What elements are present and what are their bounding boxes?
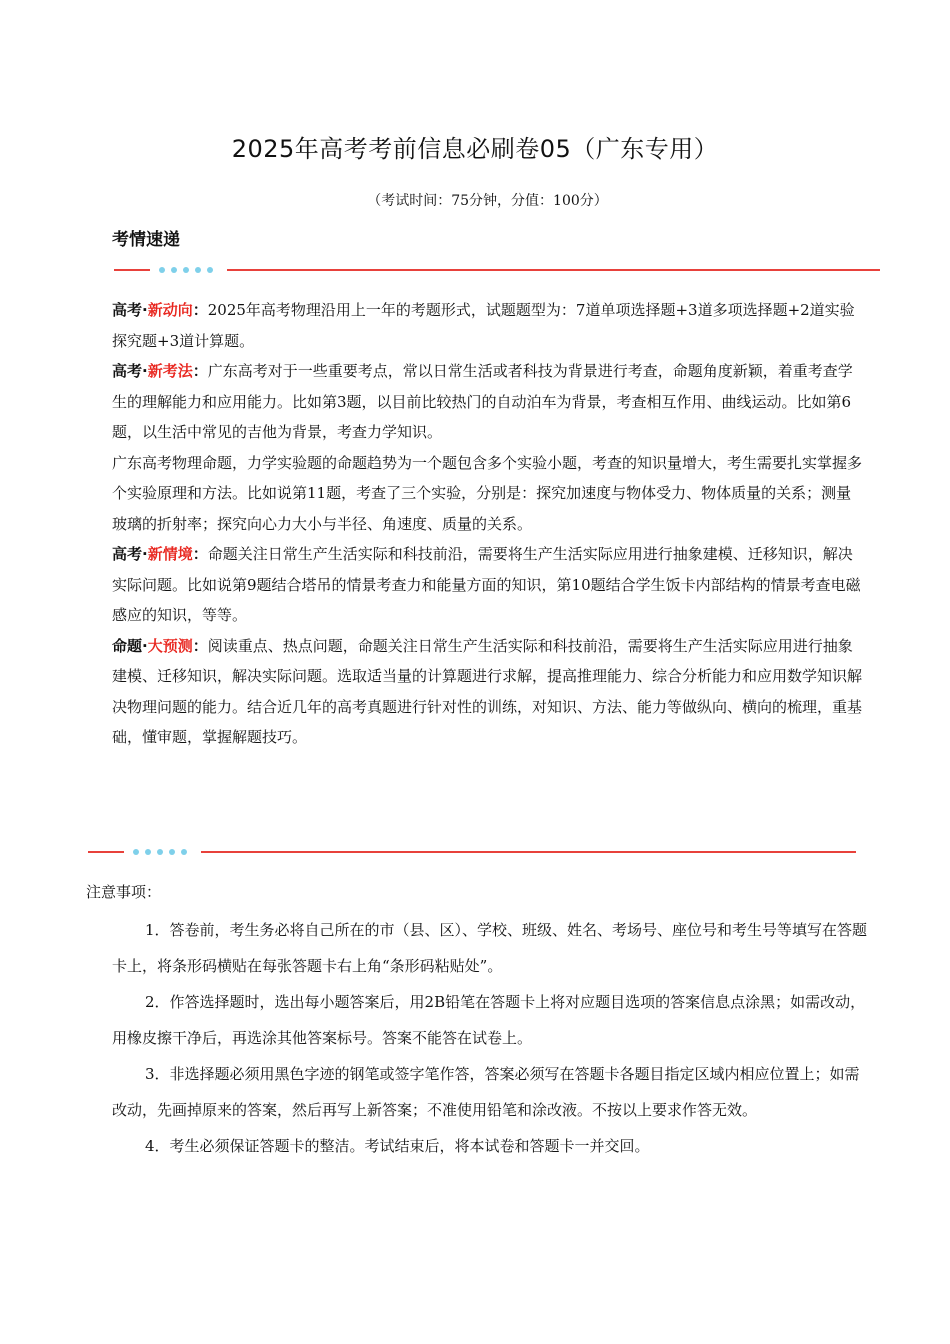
label-prefix: 命题· [112, 636, 148, 655]
divider-dot [207, 267, 213, 273]
label-prefix: 高考· [112, 301, 148, 319]
paragraph-text: 阅读重点、热点问题，命题关注日常生产生活实际和科技前沿，需要将生产生活实际应用进行抽象建模、迁移知识，解决实际问题。选取适当量的计算题进行求解，提高推理能力、综合分析能力和应用数学知识解决物理问题的能力。结合近几年的高考真题进行针对性的训练，对知识、方法、能力等做纵向、横向的梳理，重基础，懂审题，掌握解题技巧。 [112, 636, 863, 746]
notes-list [112, 912, 872, 1164]
label-highlight: 大预测 [147, 636, 193, 655]
divider-dot [133, 849, 139, 855]
label-prefix: 高考· [112, 545, 148, 563]
divider-dot [159, 267, 165, 273]
paragraph-text: 命题关注日常生产生活实际和科技前沿，需要将生产生活实际应用进行抽象建模、迁移知识，解决实际问题。比如说第9题结合塔吊的情景考查力和能量方面的知识，第10题结合学生饭卡内部结构的情景考查电磁感应的知识，等等。 [112, 545, 861, 624]
label-highlight: 新动向 [147, 301, 193, 319]
bottom-divider [88, 845, 856, 859]
note-item: 4．考生必须保证答题卡的整洁。考试结束后，将本试卷和答题卡一并交回。 [145, 1137, 650, 1155]
note-item: 2．作答选择题时，选出每小题答案后，用2B铅笔在答题卡上将对应题目选项的答案信息点涂黑；如需改动，用橡皮擦干净后，再选涂其他答案标号。答案不能答在试卷上。 [112, 993, 866, 1047]
overview-paragraph-new-context [112, 539, 862, 631]
divider-dot [183, 267, 189, 273]
label-colon: ： [192, 545, 208, 563]
note-item: 1．答卷前，考生务必将自己所在的市（县、区）、学校、班级、姓名、考场号、座位号和考生号等填写在答题卡上，将条形码横贴在每张答题卡右上角“条形码粘贴处”。 [112, 921, 868, 975]
section-title: 考情速递 [112, 230, 180, 250]
overview-paragraph-new-trend [112, 295, 862, 356]
overview-paragraph-prediction [112, 631, 862, 753]
paragraph-text: 2025年高考物理沿用上一年的考题形式，试题题型为：7道单项选择题+3道多项选择题+2道实验探究题+3道计算题。 [112, 301, 855, 350]
divider-dot [169, 849, 175, 855]
label-colon: ： [192, 301, 208, 319]
label-prefix: 高考· [112, 362, 148, 380]
divider-dot [171, 267, 177, 273]
page-title: 2025年高考考前信息必刷卷05（广东专用） [231, 135, 719, 163]
label-highlight: 新考法 [147, 362, 193, 380]
divider-dot [145, 849, 151, 855]
divider-dot [181, 849, 187, 855]
notes-heading: 注意事项： [86, 883, 162, 901]
exam-info: （考试时间：75分钟，分值：100分） [367, 193, 608, 209]
label-colon: ： [192, 636, 208, 655]
top-divider [114, 263, 880, 277]
exam-overview [112, 295, 862, 753]
overview-paragraph-experiments [112, 448, 862, 540]
paragraph-text: 广东高考物理命题，力学实验题的命题趋势为一个题包含多个实验小题，考查的知识量增大，考生需要扎实掌握多个实验原理和方法。比如说第11题，考查了三个实验，分别是：探究加速度与物体受力、物体质量的关系；测量玻璃的折射率；探究向心力大小与半径、角速度、质量的关系。 [112, 453, 863, 533]
label-colon: ： [192, 362, 208, 380]
divider-dot [157, 849, 163, 855]
paragraph-text: 广东高考对于一些重要考点，常以日常生活或者科技为背景进行考查，命题角度新颖，着重考查学生的理解能力和应用能力。比如第3题，以目前比较热门的自动泊车为背景，考查相互作用、曲线运动。比如第6题，以生活中常见的吉他为背景，考查力学知识。 [112, 362, 853, 441]
overview-paragraph-new-method [112, 356, 862, 448]
note-item: 3．非选择题必须用黑色字迹的钢笔或签字笔作答，答案必须写在答题卡各题目指定区域内相应位置上；如需改动，先画掉原来的答案，然后再写上新答案；不准使用铅笔和涂改液。不按以上要求作答无效。 [112, 1065, 860, 1119]
divider-dot [195, 267, 201, 273]
label-highlight: 新情境 [147, 545, 193, 563]
